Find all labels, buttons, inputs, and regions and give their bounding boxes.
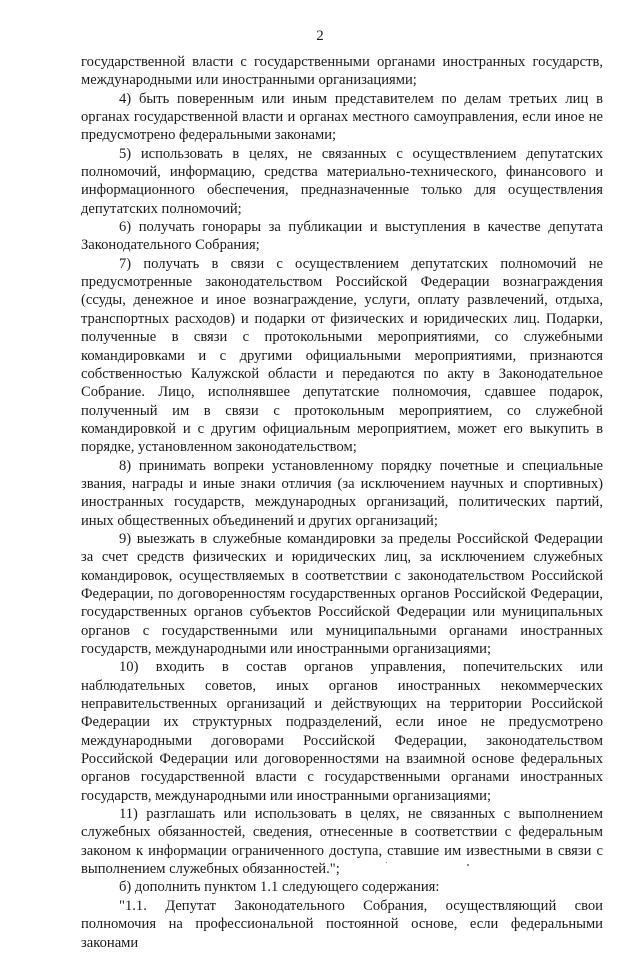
paragraph-item-4: 4) быть поверенным или иным представителем по делам третьих лиц в органах государственной власти и органах местного самоуправления, если иное не предусмотрено федеральными законами; (81, 90, 603, 144)
paragraph-item-8: 8) принимать вопреки установленному порядку почетные и специальные звания, награды и иные знаки отличия (за исключением научных и спортивных) иностранных государств, международных организаций, политических партий, иных общественных объединений и других организаций; (81, 457, 603, 529)
scan-speck (467, 864, 469, 866)
paragraph-1-1: "1.1. Депутат Законодательного Собрания, осуществляющий свои полномочия на профессиональной постоянной основе, если федеральными законами (81, 897, 603, 951)
paragraph-item-7: 7) получать в связи с осуществлением депутатских полномочий не предусмотренные законодательством Российской Федерации вознаграждения (ссуды, денежное и иное вознаграждение, услуги, оплату развлечений, отдыха, транспортных расходов) и подарки от физических и юридических лиц. Подарки, полученные в связи с протокольными мероприятиями, со служебными командировками и с другими официальными мероприятиями, признаются собственностью Калужской области и передаются по акту в Законодательное Собрание. Лицо, исполнявшее депутатские полномочия, сдавшее подарок, полученный им в связи с протокольным мероприятием, со служебной командировкой и с другим официальным мероприятием, может его выкупить в порядке, установленном законодательством; (81, 255, 603, 456)
paragraph-continuation: государственной власти с государственными органами иностранных государств, международными или иностранными организациями; (81, 54, 603, 89)
paragraph-item-9: 9) выезжать в служебные командировки за пределы Российской Федерации за счет средств физических и юридических лиц, за исключением служебных командировок, осуществляемых в соответствии с законодательством Российской Федерации, по договоренностям государственных органов Российской Федерации, государственных органов субъектов Российской Федерации или муниципальных органов с государственными или муниципальными органами иностранных государств, международными или иностранными организациями; (81, 530, 603, 657)
document-body (81, 53, 603, 970)
paragraph-item-11: 11) разглашать или использовать в целях, не связанных с выполнением служебных обязанностей, сведения, отнесенные в соответствии с федеральным законом к информации ограниченного доступа, ставшие им известными в связи с выполнением служебных обязанностей."; (81, 806, 603, 878)
scan-speck (386, 862, 387, 863)
paragraph-item-6: 6) получать гонорары за публикации и выступления в качестве депутата Законодательного Собрания; (81, 219, 603, 254)
page-number: 2 (316, 28, 324, 44)
paragraph-b: б) дополнить пунктом 1.1 следующего содержания: (119, 879, 440, 896)
paragraph-item-5: 5) использовать в целях, не связанных с осуществлением депутатских полномочий, информацию, средства материально-технического, финансового и информационного обеспечения, предназначенные только для осуществления депутатских полномочий; (81, 145, 603, 217)
paragraph-item-10: 10) входить в состав органов управления, попечительских или наблюдательных советов, иных органов иностранных некоммерческих неправительственных организаций и действующих на территории Российской Федерации их структурных подразделений, если иное не предусмотрено международными договорами Российской Федерации, законодательством Российской Федерации или договоренностями на взаимной основе федеральных органов государственной власти с государственными органами иностранных государств, международными или иностранными организациями; (81, 659, 603, 804)
